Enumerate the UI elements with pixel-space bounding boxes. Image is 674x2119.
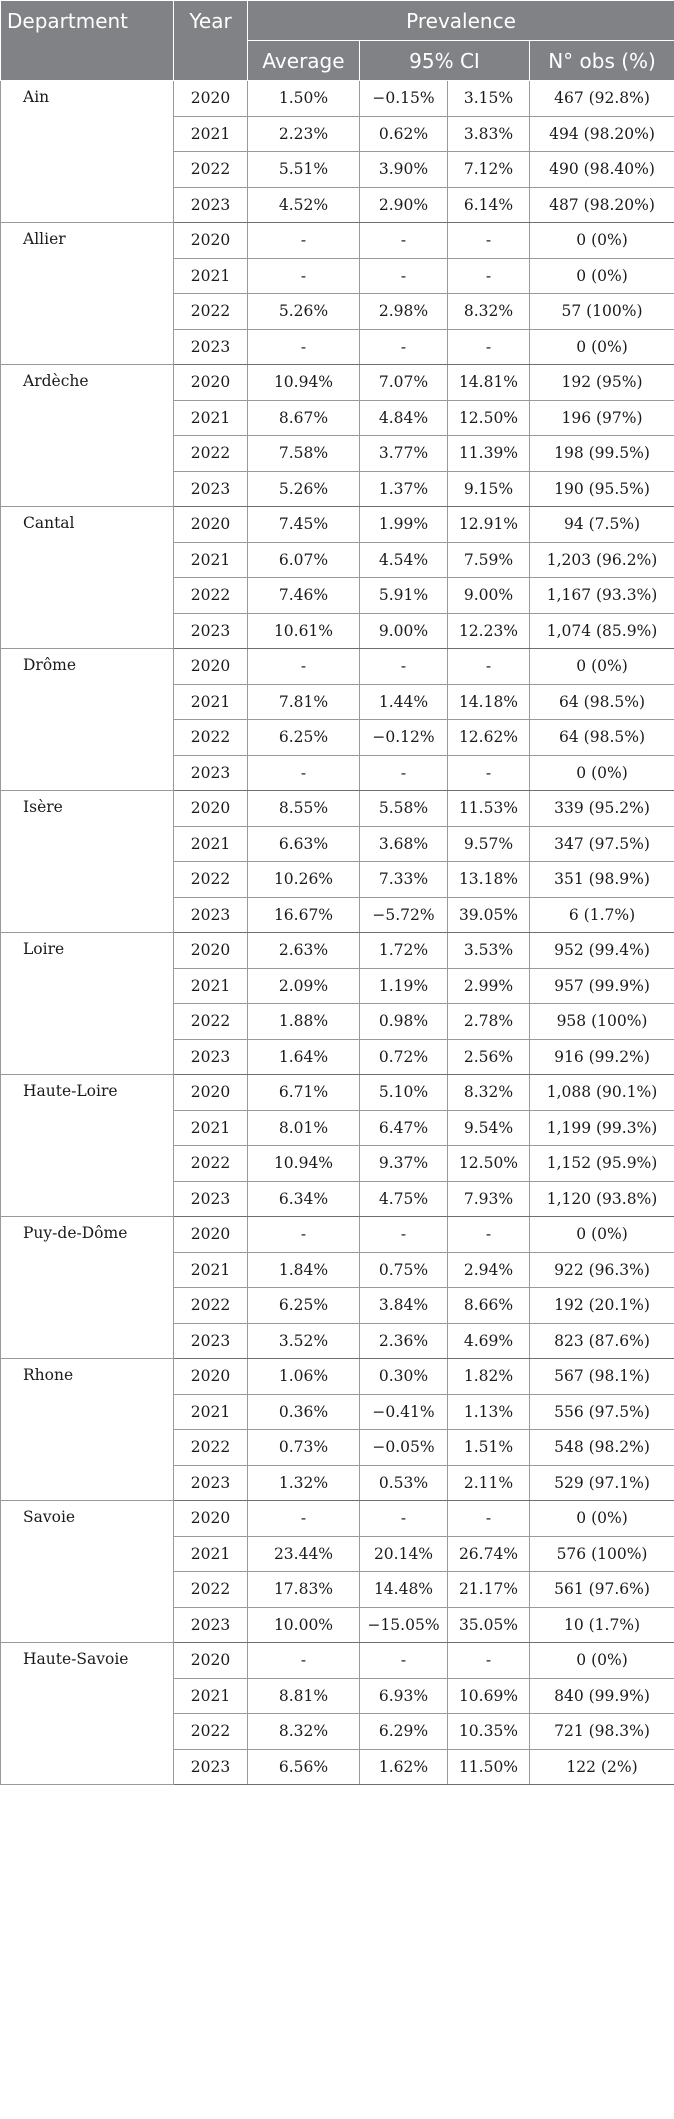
average-cell: 10.00%	[248, 1607, 360, 1643]
obs-cell: 0 (0%)	[530, 1501, 674, 1537]
obs-cell: 1,120 (93.8%)	[530, 1181, 674, 1217]
year-cell: 2023	[174, 755, 248, 791]
ci-upper-cell: -	[448, 649, 530, 685]
ci-upper-cell: 12.91%	[448, 507, 530, 543]
ci-upper-cell: -	[448, 1217, 530, 1253]
average-cell: 1.32%	[248, 1465, 360, 1501]
year-cell: 2020	[174, 791, 248, 827]
obs-cell: 190 (95.5%)	[530, 471, 674, 507]
table-row	[1, 1075, 674, 1111]
table-row	[1, 507, 674, 543]
obs-cell: 922 (96.3%)	[530, 1252, 674, 1288]
header-ci: 95% CI	[360, 41, 530, 81]
obs-cell: 548 (98.2%)	[530, 1430, 674, 1466]
average-cell: 7.81%	[248, 684, 360, 720]
obs-cell: 339 (95.2%)	[530, 791, 674, 827]
year-cell: 2020	[174, 649, 248, 685]
header-year: Year	[174, 1, 248, 81]
year-cell: 2022	[174, 152, 248, 188]
header-average: Average	[248, 41, 360, 81]
year-cell: 2021	[174, 116, 248, 152]
year-cell: 2020	[174, 507, 248, 543]
year-cell: 2023	[174, 1323, 248, 1359]
year-cell: 2023	[174, 1039, 248, 1075]
average-cell: 6.34%	[248, 1181, 360, 1217]
year-cell: 2021	[174, 258, 248, 294]
ci-lower-cell: 4.84%	[360, 400, 448, 436]
year-cell: 2023	[174, 897, 248, 933]
obs-cell: 0 (0%)	[530, 329, 674, 365]
ci-lower-cell: 1.37%	[360, 471, 448, 507]
ci-upper-cell: 8.32%	[448, 294, 530, 330]
ci-upper-cell: 14.18%	[448, 684, 530, 720]
obs-cell: 0 (0%)	[530, 755, 674, 791]
ci-lower-cell: 4.54%	[360, 542, 448, 578]
ci-upper-cell: 1.51%	[448, 1430, 530, 1466]
average-cell: 8.67%	[248, 400, 360, 436]
obs-cell: 64 (98.5%)	[530, 684, 674, 720]
year-cell: 2023	[174, 329, 248, 365]
ci-lower-cell: -	[360, 1217, 448, 1253]
department-cell: Loire	[1, 933, 174, 1075]
year-cell: 2023	[174, 1465, 248, 1501]
table-body	[1, 81, 674, 1785]
average-cell: 6.56%	[248, 1749, 360, 1785]
ci-lower-cell: 1.99%	[360, 507, 448, 543]
average-cell: 5.26%	[248, 294, 360, 330]
ci-lower-cell: 4.75%	[360, 1181, 448, 1217]
ci-lower-cell: 1.44%	[360, 684, 448, 720]
ci-lower-cell: -	[360, 755, 448, 791]
ci-upper-cell: 10.35%	[448, 1714, 530, 1750]
year-cell: 2021	[174, 1252, 248, 1288]
ci-lower-cell: 20.14%	[360, 1536, 448, 1572]
obs-cell: 721 (98.3%)	[530, 1714, 674, 1750]
ci-upper-cell: 35.05%	[448, 1607, 530, 1643]
year-cell: 2021	[174, 1110, 248, 1146]
department-cell: Allier	[1, 223, 174, 365]
ci-upper-cell: 3.15%	[448, 81, 530, 117]
obs-cell: 1,152 (95.9%)	[530, 1146, 674, 1182]
ci-lower-cell: 1.62%	[360, 1749, 448, 1785]
ci-upper-cell: 3.83%	[448, 116, 530, 152]
ci-lower-cell: 3.90%	[360, 152, 448, 188]
year-cell: 2020	[174, 1359, 248, 1395]
ci-upper-cell: 7.93%	[448, 1181, 530, 1217]
ci-lower-cell: 0.53%	[360, 1465, 448, 1501]
ci-upper-cell: -	[448, 258, 530, 294]
ci-lower-cell: 1.72%	[360, 933, 448, 969]
ci-lower-cell: -	[360, 258, 448, 294]
ci-upper-cell: 11.50%	[448, 1749, 530, 1785]
year-cell: 2020	[174, 1217, 248, 1253]
table-row	[1, 1501, 674, 1537]
year-cell: 2022	[174, 436, 248, 472]
ci-upper-cell: -	[448, 223, 530, 259]
ci-lower-cell: 9.37%	[360, 1146, 448, 1182]
average-cell: 7.58%	[248, 436, 360, 472]
ci-upper-cell: 1.13%	[448, 1394, 530, 1430]
ci-lower-cell: −0.12%	[360, 720, 448, 756]
obs-cell: 952 (99.4%)	[530, 933, 674, 969]
average-cell: 7.45%	[248, 507, 360, 543]
ci-lower-cell: 7.33%	[360, 862, 448, 898]
department-cell: Ardèche	[1, 365, 174, 507]
ci-lower-cell: 5.10%	[360, 1075, 448, 1111]
department-cell: Drôme	[1, 649, 174, 791]
header-department: Department	[1, 1, 174, 81]
obs-cell: 490 (98.40%)	[530, 152, 674, 188]
obs-cell: 1,088 (90.1%)	[530, 1075, 674, 1111]
ci-upper-cell: 6.14%	[448, 187, 530, 223]
obs-cell: 529 (97.1%)	[530, 1465, 674, 1501]
ci-lower-cell: -	[360, 223, 448, 259]
obs-cell: 196 (97%)	[530, 400, 674, 436]
obs-cell: 840 (99.9%)	[530, 1678, 674, 1714]
table-row	[1, 81, 674, 117]
obs-cell: 351 (98.9%)	[530, 862, 674, 898]
ci-lower-cell: 9.00%	[360, 613, 448, 649]
obs-cell: 567 (98.1%)	[530, 1359, 674, 1395]
ci-lower-cell: 0.62%	[360, 116, 448, 152]
ci-lower-cell: 6.29%	[360, 1714, 448, 1750]
ci-lower-cell: 2.90%	[360, 187, 448, 223]
table-row	[1, 791, 674, 827]
average-cell: 2.09%	[248, 968, 360, 1004]
year-cell: 2022	[174, 294, 248, 330]
year-cell: 2021	[174, 684, 248, 720]
year-cell: 2022	[174, 1146, 248, 1182]
ci-upper-cell: 11.39%	[448, 436, 530, 472]
ci-upper-cell: 2.56%	[448, 1039, 530, 1075]
ci-upper-cell: 12.23%	[448, 613, 530, 649]
year-cell: 2021	[174, 1536, 248, 1572]
average-cell: 17.83%	[248, 1572, 360, 1608]
department-cell: Ain	[1, 81, 174, 223]
department-cell: Rhone	[1, 1359, 174, 1501]
average-cell: 0.73%	[248, 1430, 360, 1466]
department-cell: Isère	[1, 791, 174, 933]
table-row	[1, 1643, 674, 1679]
year-cell: 2022	[174, 1004, 248, 1040]
department-cell: Savoie	[1, 1501, 174, 1643]
average-cell: 23.44%	[248, 1536, 360, 1572]
year-cell: 2022	[174, 1288, 248, 1324]
average-cell: 0.36%	[248, 1394, 360, 1430]
ci-upper-cell: 7.59%	[448, 542, 530, 578]
year-cell: 2023	[174, 1607, 248, 1643]
ci-upper-cell: -	[448, 755, 530, 791]
ci-upper-cell: -	[448, 1501, 530, 1537]
year-cell: 2020	[174, 1075, 248, 1111]
obs-cell: 0 (0%)	[530, 223, 674, 259]
ci-upper-cell: 2.99%	[448, 968, 530, 1004]
table-row	[1, 1217, 674, 1253]
ci-lower-cell: 3.84%	[360, 1288, 448, 1324]
ci-upper-cell: 4.69%	[448, 1323, 530, 1359]
average-cell: 8.32%	[248, 1714, 360, 1750]
ci-upper-cell: 2.11%	[448, 1465, 530, 1501]
year-cell: 2021	[174, 968, 248, 1004]
average-cell: 5.51%	[248, 152, 360, 188]
obs-cell: 0 (0%)	[530, 258, 674, 294]
ci-lower-cell: 2.98%	[360, 294, 448, 330]
year-cell: 2020	[174, 933, 248, 969]
year-cell: 2020	[174, 223, 248, 259]
ci-upper-cell: 12.50%	[448, 400, 530, 436]
year-cell: 2020	[174, 365, 248, 401]
ci-upper-cell: 2.78%	[448, 1004, 530, 1040]
average-cell: -	[248, 1501, 360, 1537]
average-cell: 5.26%	[248, 471, 360, 507]
obs-cell: 347 (97.5%)	[530, 826, 674, 862]
obs-cell: 192 (20.1%)	[530, 1288, 674, 1324]
ci-upper-cell: 9.57%	[448, 826, 530, 862]
obs-cell: 487 (98.20%)	[530, 187, 674, 223]
ci-lower-cell: 6.93%	[360, 1678, 448, 1714]
average-cell: 6.25%	[248, 1288, 360, 1324]
ci-upper-cell: 8.32%	[448, 1075, 530, 1111]
obs-cell: 556 (97.5%)	[530, 1394, 674, 1430]
average-cell: 10.94%	[248, 365, 360, 401]
ci-lower-cell: 6.47%	[360, 1110, 448, 1146]
ci-lower-cell: -	[360, 649, 448, 685]
average-cell: 1.06%	[248, 1359, 360, 1395]
ci-lower-cell: 5.58%	[360, 791, 448, 827]
average-cell: 1.64%	[248, 1039, 360, 1075]
average-cell: 2.23%	[248, 116, 360, 152]
department-cell: Haute-Loire	[1, 1075, 174, 1217]
ci-lower-cell: −0.05%	[360, 1430, 448, 1466]
average-cell: 10.94%	[248, 1146, 360, 1182]
ci-upper-cell: -	[448, 329, 530, 365]
obs-cell: 1,199 (99.3%)	[530, 1110, 674, 1146]
year-cell: 2022	[174, 1430, 248, 1466]
ci-upper-cell: 7.12%	[448, 152, 530, 188]
year-cell: 2022	[174, 1714, 248, 1750]
header-obs: N° obs (%)	[530, 41, 674, 81]
table-row	[1, 649, 674, 685]
table-row	[1, 365, 674, 401]
ci-lower-cell: 0.72%	[360, 1039, 448, 1075]
obs-cell: 0 (0%)	[530, 1217, 674, 1253]
average-cell: 7.46%	[248, 578, 360, 614]
year-cell: 2023	[174, 187, 248, 223]
obs-cell: 916 (99.2%)	[530, 1039, 674, 1075]
obs-cell: 6 (1.7%)	[530, 897, 674, 933]
obs-cell: 57 (100%)	[530, 294, 674, 330]
ci-upper-cell: 1.82%	[448, 1359, 530, 1395]
ci-lower-cell: −15.05%	[360, 1607, 448, 1643]
ci-lower-cell: 0.75%	[360, 1252, 448, 1288]
ci-upper-cell: 11.53%	[448, 791, 530, 827]
ci-upper-cell: 9.00%	[448, 578, 530, 614]
average-cell: 8.01%	[248, 1110, 360, 1146]
ci-upper-cell: 9.54%	[448, 1110, 530, 1146]
table-row	[1, 933, 674, 969]
ci-upper-cell: 21.17%	[448, 1572, 530, 1608]
average-cell: 1.84%	[248, 1252, 360, 1288]
ci-lower-cell: 2.36%	[360, 1323, 448, 1359]
obs-cell: 0 (0%)	[530, 649, 674, 685]
average-cell: -	[248, 1217, 360, 1253]
ci-lower-cell: 0.98%	[360, 1004, 448, 1040]
ci-lower-cell: -	[360, 329, 448, 365]
ci-upper-cell: 12.50%	[448, 1146, 530, 1182]
average-cell: -	[248, 258, 360, 294]
ci-upper-cell: 3.53%	[448, 933, 530, 969]
average-cell: 16.67%	[248, 897, 360, 933]
average-cell: -	[248, 1643, 360, 1679]
obs-cell: 1,074 (85.9%)	[530, 613, 674, 649]
year-cell: 2023	[174, 1181, 248, 1217]
average-cell: 3.52%	[248, 1323, 360, 1359]
header-prevalence: Prevalence	[248, 1, 674, 41]
ci-upper-cell: 2.94%	[448, 1252, 530, 1288]
obs-cell: 0 (0%)	[530, 1643, 674, 1679]
ci-lower-cell: 3.68%	[360, 826, 448, 862]
obs-cell: 94 (7.5%)	[530, 507, 674, 543]
department-cell: Puy-de-Dôme	[1, 1217, 174, 1359]
ci-lower-cell: 1.19%	[360, 968, 448, 1004]
ci-upper-cell: -	[448, 1643, 530, 1679]
year-cell: 2022	[174, 1572, 248, 1608]
ci-lower-cell: −5.72%	[360, 897, 448, 933]
year-cell: 2022	[174, 862, 248, 898]
obs-cell: 958 (100%)	[530, 1004, 674, 1040]
department-cell: Haute-Savoie	[1, 1643, 174, 1785]
ci-lower-cell: −0.41%	[360, 1394, 448, 1430]
ci-upper-cell: 39.05%	[448, 897, 530, 933]
ci-lower-cell: 5.91%	[360, 578, 448, 614]
average-cell: 10.26%	[248, 862, 360, 898]
ci-upper-cell: 12.62%	[448, 720, 530, 756]
obs-cell: 1,167 (93.3%)	[530, 578, 674, 614]
average-cell: 6.63%	[248, 826, 360, 862]
ci-upper-cell: 26.74%	[448, 1536, 530, 1572]
obs-cell: 576 (100%)	[530, 1536, 674, 1572]
ci-upper-cell: 13.18%	[448, 862, 530, 898]
average-cell: -	[248, 755, 360, 791]
year-cell: 2023	[174, 1749, 248, 1785]
average-cell: 8.55%	[248, 791, 360, 827]
average-cell: 2.63%	[248, 933, 360, 969]
year-cell: 2020	[174, 81, 248, 117]
obs-cell: 823 (87.6%)	[530, 1323, 674, 1359]
obs-cell: 1,203 (96.2%)	[530, 542, 674, 578]
year-cell: 2023	[174, 471, 248, 507]
year-cell: 2021	[174, 1394, 248, 1430]
year-cell: 2021	[174, 1678, 248, 1714]
average-cell: 6.25%	[248, 720, 360, 756]
ci-lower-cell: 0.30%	[360, 1359, 448, 1395]
table-row	[1, 1359, 674, 1395]
ci-lower-cell: 14.48%	[360, 1572, 448, 1608]
ci-lower-cell: 3.77%	[360, 436, 448, 472]
year-cell: 2020	[174, 1643, 248, 1679]
ci-lower-cell: -	[360, 1501, 448, 1537]
year-cell: 2021	[174, 826, 248, 862]
ci-upper-cell: 14.81%	[448, 365, 530, 401]
average-cell: 1.88%	[248, 1004, 360, 1040]
year-cell: 2022	[174, 720, 248, 756]
average-cell: -	[248, 649, 360, 685]
average-cell: -	[248, 329, 360, 365]
average-cell: 8.81%	[248, 1678, 360, 1714]
year-cell: 2021	[174, 542, 248, 578]
ci-upper-cell: 8.66%	[448, 1288, 530, 1324]
ci-lower-cell: 7.07%	[360, 365, 448, 401]
obs-cell: 494 (98.20%)	[530, 116, 674, 152]
average-cell: 6.71%	[248, 1075, 360, 1111]
ci-upper-cell: 9.15%	[448, 471, 530, 507]
obs-cell: 122 (2%)	[530, 1749, 674, 1785]
year-cell: 2021	[174, 400, 248, 436]
year-cell: 2020	[174, 1501, 248, 1537]
department-cell: Cantal	[1, 507, 174, 649]
average-cell: 10.61%	[248, 613, 360, 649]
year-cell: 2023	[174, 613, 248, 649]
obs-cell: 192 (95%)	[530, 365, 674, 401]
obs-cell: 198 (99.5%)	[530, 436, 674, 472]
ci-upper-cell: 10.69%	[448, 1678, 530, 1714]
average-cell: 4.52%	[248, 187, 360, 223]
average-cell: -	[248, 223, 360, 259]
obs-cell: 561 (97.6%)	[530, 1572, 674, 1608]
obs-cell: 467 (92.8%)	[530, 81, 674, 117]
year-cell: 2022	[174, 578, 248, 614]
average-cell: 6.07%	[248, 542, 360, 578]
obs-cell: 10 (1.7%)	[530, 1607, 674, 1643]
obs-cell: 957 (99.9%)	[530, 968, 674, 1004]
table-row	[1, 223, 674, 259]
ci-lower-cell: -	[360, 1643, 448, 1679]
table-header	[1, 1, 674, 81]
average-cell: 1.50%	[248, 81, 360, 117]
ci-lower-cell: −0.15%	[360, 81, 448, 117]
obs-cell: 64 (98.5%)	[530, 720, 674, 756]
